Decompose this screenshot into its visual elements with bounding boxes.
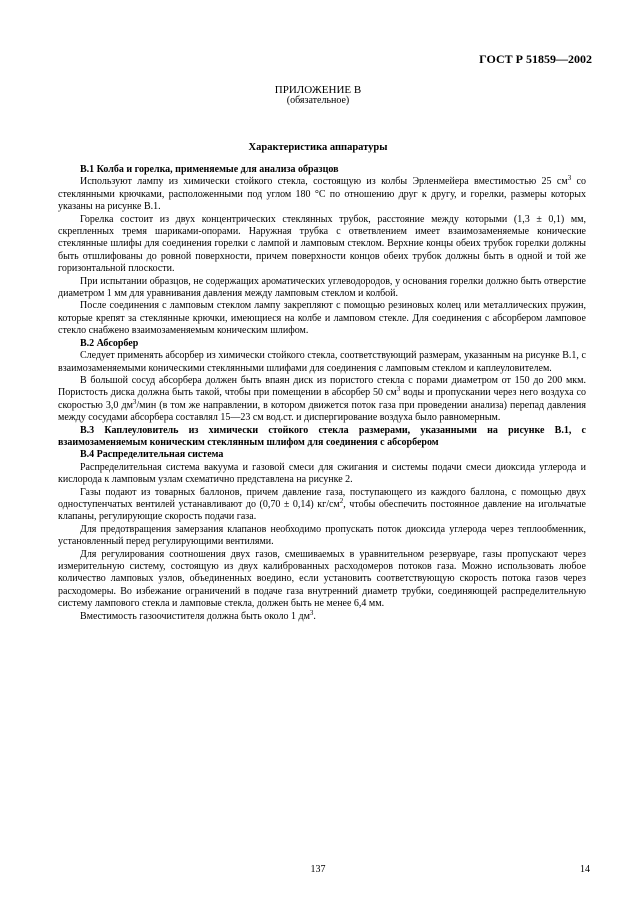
page-number-right: 14 — [580, 864, 590, 875]
text-run: В большой сосуд абсорбера должен быть впаян диск из пористого стекла с порами диаметром от 150 до 200 мкм. Пористость диска должна быть такой, чтобы при помещении в абсорбер 50 см — [58, 374, 586, 399]
superscript: 3 — [567, 174, 572, 183]
text-run: со стеклянными крючками, расположенными под углом 180 °С по отношению друг к другу, и горелки, размеры которых указаны на рисунке В.1. — [58, 176, 586, 213]
section-b2-title: В.2 Абсорбер — [80, 337, 139, 349]
section-b4-title: В.4 Распределительная система — [80, 449, 224, 461]
superscript: 3 — [309, 608, 314, 617]
paragraph: Распределительная система вакуума и газовой смеси для сжигания и системы подачи смеси диоксида углерода и кислорода к ламповым узлам схематично представлена на рисунке 2. — [58, 461, 586, 486]
appendix-title: ПРИЛОЖЕНИЕ В — [274, 84, 362, 96]
text-run: , чтобы обеспечить постоянное давление на игольчатые клапаны, регулирующие скорость подачи газа. — [58, 498, 586, 523]
superscript: 3 — [132, 397, 137, 406]
standard-header: ГОСТ Р 51859—2002 — [479, 52, 592, 66]
superscript: 3 — [396, 385, 401, 394]
section-b1-title: В.1 Колба и горелка, применяемые для анализа образцов — [80, 164, 339, 175]
paragraph: Для регулирования соотношения двух газов, смешиваемых в уравнительном резервуаре, газы пропускают через измерительную систему, состоящую из двух калиброванных расходомеров потоков газа. Можно использовать любое количество ламповых узлов, объединенных воедино, если установить соответствующую скорость потока газов через расходомеры. Во избежание ограничений в подаче газа внутренний диаметр трубки, соединяющей распределительную систему лампового стекла и ламповые стекла, должен быть не менее 6,4 мм. — [58, 548, 586, 610]
paragraph: Для предотвращения замерзания клапанов необходимо пропускать поток диоксида углерода через теплообменник, установленный перед регулирующими вентилями. — [58, 523, 586, 548]
text-run: . — [313, 610, 316, 622]
page-number-center: 137 — [310, 864, 326, 875]
paragraph — [58, 176, 586, 213]
appendix-subtitle: (обязательное) — [286, 95, 350, 106]
paragraph: После соединения с ламповым стеклом лампу закрепляют с помощью резиновых колец или металлических пружин, которые крепят за стеклянные крючки, имеющиеся на колбе и ламповом стекле. Для соединения с абсорбером ламповое стекло снабжено взаимозаменяемым коническим шлифом. — [58, 300, 586, 337]
paragraph — [58, 608, 586, 623]
superscript: 2 — [339, 496, 344, 505]
document-body — [58, 164, 586, 623]
section-b3-title: В.3 Каплеуловитель из химически стойкого стекла размерами, указанными на рисунке В.1, с взаимозаменяемым коническим стеклянным шлифом для соединения с абсорбером — [58, 424, 586, 448]
paragraph: При испытании образцов, не содержащих ароматических углеводородов, у основания горелки должно быть отверстие диаметром 1 мм для уравнивания давления между ламповым стеклом и колбой. — [58, 275, 586, 300]
paragraph — [58, 487, 586, 524]
text-run: Вместимость газоочистителя должна быть около 1 дм — [80, 610, 310, 622]
section-heading: Характеристика аппаратуры — [248, 142, 388, 153]
paragraph: Горелка состоит из двух концентрических стеклянных трубок, расстояние между которыми (1,3 ± 0,1) мм, скрепленных тремя шариками-опорами. Наружная трубка с ответвлением имеет взаимозаменяемые конические стеклянные шлифы для соединения горелки с лампой и ламповым стеклом. Верхние концы обеих трубок горелки должны быть отшлифованы до ровной поверхности, причем поверхности концов обеих трубок должны быть в одной и той же горизонтальной плоскости. — [58, 213, 586, 275]
paragraph: Следует применять абсорбер из химически стойкого стекла, соответствующий размерам, указанным на рисунке В.1, с взаимозаменяемыми коническими стеклянными шлифами для соединения с ламповым стеклом и каплеуловителем. — [58, 350, 586, 374]
text-run: Газы подают из товарных баллонов, причем давление газа, поступающего из каждого баллона, с помощью двух одноступенчатых вентилей устанавливают до (0,70 ± 0,14) кг/см — [58, 486, 586, 510]
text-run: /мин (в том же направлении, в котором движется поток газа при проведении анализа) перепад давления между сосудами абсорбера составлял 15—23 см вод.ст. и диспергирование воздуха было равномерным. — [58, 399, 586, 424]
paragraph — [58, 375, 586, 425]
text-run: воды и пропускании через него воздуха со скоростью 3,0 дм — [58, 387, 586, 411]
text-run: Используют лампу из химически стойкого стекла, состоящую из колбы Эрленмейера вместимостью 25 см — [80, 176, 568, 188]
